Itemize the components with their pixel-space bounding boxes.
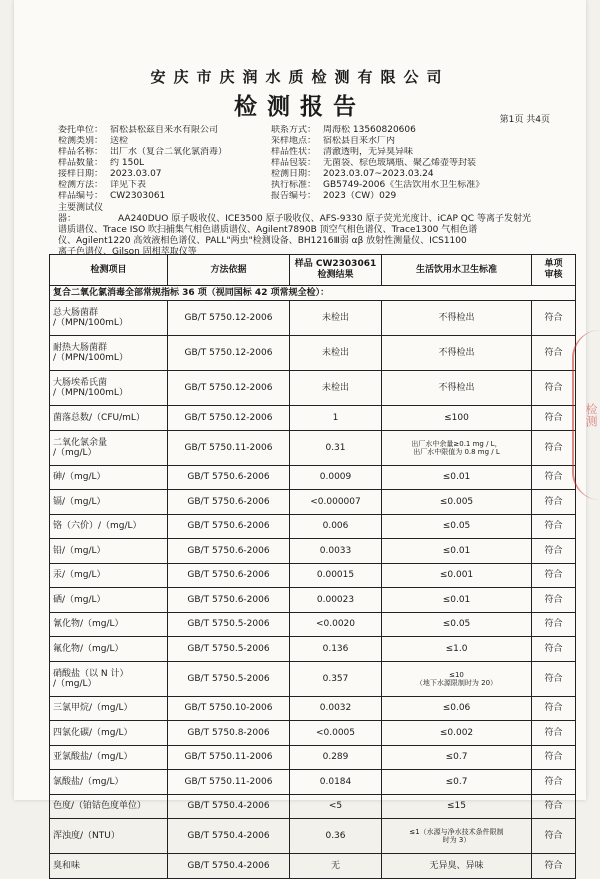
info-key: 采样地点： <box>271 136 317 146</box>
item-name: 四氯化碳/（mg/L） <box>53 727 133 738</box>
standard-cell: 无异臭、异味 <box>382 854 532 879</box>
standard-cell: 不得检出 <box>382 371 532 406</box>
item-cell <box>50 490 168 515</box>
info-key: 接样日期： <box>58 169 104 179</box>
info-left <box>58 169 271 180</box>
verdict-cell: 符合 <box>532 794 576 819</box>
item-cell <box>50 588 168 613</box>
result-cell: 无 <box>290 854 382 879</box>
result-cell: 0.136 <box>290 637 382 662</box>
verdict-cell: 符合 <box>532 563 576 588</box>
method-cell: GB/T 5750.11-2006 <box>168 770 290 795</box>
result-cell: 0.0009 <box>290 465 382 490</box>
standard-cell: ≤0.005 <box>382 490 532 515</box>
item-cell <box>50 637 168 662</box>
info-key: 检测类别： <box>58 136 104 146</box>
info-value: 2023.03.07~2023.03.24 <box>323 169 434 179</box>
result-cell: 未检出 <box>290 371 382 406</box>
item-name: 铬（六价）/（mg/L） <box>53 521 142 532</box>
table-row <box>50 770 576 795</box>
result-cell: <0.0005 <box>290 721 382 746</box>
standard-line: （地下水源限制时为 20） <box>415 678 498 687</box>
results-table-body <box>50 286 576 879</box>
method-cell: GB/T 5750.4-2006 <box>168 854 290 879</box>
method-cell: GB/T 5750.5-2006 <box>168 661 290 696</box>
item-name: 二氧化氯余量 <box>53 437 108 448</box>
result-cell: 0.289 <box>290 745 382 770</box>
method-cell: GB/T 5750.5-2006 <box>168 637 290 662</box>
item-cell <box>50 770 168 795</box>
info-key: 样品数量： <box>58 158 104 168</box>
header-result <box>290 255 382 286</box>
info-left <box>58 158 271 169</box>
header-method: 方法依据 <box>168 255 290 286</box>
info-right <box>271 158 568 169</box>
report-info-block <box>58 125 568 258</box>
standard-cell <box>382 430 532 465</box>
item-name: 色度/（铂钴色度单位） <box>53 801 147 812</box>
table-header-row <box>50 255 576 286</box>
section-row <box>50 286 576 301</box>
result-cell: 未检出 <box>290 336 382 371</box>
table-row <box>50 696 576 721</box>
item-unit: /（MPN/100mL） <box>53 353 128 363</box>
report-title: 检测报告 <box>234 93 366 120</box>
header-verdict-line2: 审核 <box>544 270 563 280</box>
table-row <box>50 745 576 770</box>
standard-cell: ≤0.7 <box>382 770 532 795</box>
info-value: GB5749-2006《生活饮用水卫生标准》 <box>323 180 485 190</box>
info-value: 详见下表 <box>110 180 147 190</box>
info-key: 检测方法： <box>58 180 104 190</box>
info-value: 宿松县松兹自来水有限公司 <box>110 125 219 135</box>
verdict-cell: 符合 <box>532 854 576 879</box>
item-name: 氯酸盐/（mg/L） <box>53 776 124 787</box>
info-row <box>58 169 568 180</box>
item-cell <box>50 430 168 465</box>
info-value: 送检 <box>110 136 129 146</box>
item-name: 硒/（mg/L） <box>53 594 106 605</box>
info-left <box>58 191 271 202</box>
method-cell: GB/T 5750.11-2006 <box>168 745 290 770</box>
table-row <box>50 371 576 406</box>
result-cell: 1 <box>290 406 382 431</box>
verdict-cell: 符合 <box>532 371 576 406</box>
info-row <box>58 158 568 169</box>
item-name: 总大肠菌群 <box>53 308 99 318</box>
result-cell: 未检出 <box>290 301 382 336</box>
item-cell <box>50 563 168 588</box>
table-row <box>50 430 576 465</box>
verdict-cell: 符合 <box>532 406 576 431</box>
item-cell <box>50 854 168 879</box>
table-row <box>50 612 576 637</box>
table-row <box>50 490 576 515</box>
item-cell <box>50 745 168 770</box>
standard-line: 出厂水中限值为 0.8 mg / L <box>413 447 500 456</box>
result-cell: 0.0184 <box>290 770 382 795</box>
verdict-cell: 符合 <box>532 612 576 637</box>
verdict-cell: 符合 <box>532 770 576 795</box>
stamp-text: 检测 <box>584 403 598 427</box>
verdict-cell: 符合 <box>532 721 576 746</box>
info-left <box>58 180 271 191</box>
info-rows <box>58 125 568 202</box>
equipment-line: AA240DUO 原子吸收仪、ICE3500 原子吸收仪、AFS-9330 原子荧光光度计、iCAP QC 等离子发射光 <box>118 214 531 224</box>
standard-cell: ≤1.0 <box>382 637 532 662</box>
info-key: 报告编号： <box>271 191 317 201</box>
info-value: 宿松县自来水厂内 <box>323 136 396 146</box>
verdict-cell: 符合 <box>532 819 576 854</box>
table-row <box>50 465 576 490</box>
standard-cell: ≤15 <box>382 794 532 819</box>
standard-cell: ≤0.7 <box>382 745 532 770</box>
item-name: 三氯甲烷/（mg/L） <box>53 703 133 714</box>
info-value: 出厂水（复合二氧化氯消毒） <box>110 147 228 157</box>
equipment-block <box>58 203 568 258</box>
result-cell: 0.0032 <box>290 696 382 721</box>
standard-line: ≤1（水源与净水技术条件限制 <box>409 828 504 836</box>
method-cell: GB/T 5750.4-2006 <box>168 794 290 819</box>
standard-line: ≤10 <box>449 670 464 679</box>
info-key: 样品编号： <box>58 191 104 201</box>
item-name: 氰化物/（mg/L） <box>53 619 124 630</box>
table-row <box>50 794 576 819</box>
standard-cell: ≤0.06 <box>382 696 532 721</box>
item-unit: /（MPN/100mL） <box>53 388 128 398</box>
method-cell: GB/T 5750.5-2006 <box>168 612 290 637</box>
info-key: 联系方式： <box>271 125 317 135</box>
verdict-cell: 符合 <box>532 336 576 371</box>
info-row <box>58 136 568 147</box>
info-left <box>58 136 271 147</box>
info-key: 样品性状： <box>271 147 317 157</box>
standard-cell: ≤0.002 <box>382 721 532 746</box>
page-number: 第1页 共4页 <box>499 115 550 125</box>
result-cell: <5 <box>290 794 382 819</box>
method-cell: GB/T 5750.12-2006 <box>168 371 290 406</box>
standard-cell: ≤100 <box>382 406 532 431</box>
equipment-line: 离子色谱仪、Gilson 固相萃取仪等 <box>58 247 197 257</box>
method-cell: GB/T 5750.4-2006 <box>168 819 290 854</box>
results-table <box>49 254 576 879</box>
standard-cell: ≤0.01 <box>382 539 532 564</box>
method-cell: GB/T 5750.6-2006 <box>168 563 290 588</box>
method-cell: GB/T 5750.8-2006 <box>168 721 290 746</box>
table-row <box>50 406 576 431</box>
table-row <box>50 661 576 696</box>
info-value: 2023.03.07 <box>110 169 162 179</box>
standard-cell: ≤0.01 <box>382 588 532 613</box>
table-row <box>50 588 576 613</box>
info-value: CW2303061 <box>110 191 166 201</box>
standard-line: 出厂水中余量≥0.1 mg / L， <box>411 439 502 448</box>
item-name: 铅/（mg/L） <box>53 545 106 556</box>
header-verdict <box>532 255 576 286</box>
standard-cell: ≤0.05 <box>382 514 532 539</box>
verdict-cell: 符合 <box>532 696 576 721</box>
info-value: 约 150L <box>110 158 145 168</box>
item-unit: /（mg/L） <box>53 447 97 458</box>
info-value: 无菌袋、棕色玻璃瓶、聚乙烯壶等封装 <box>323 158 477 168</box>
table-row <box>50 721 576 746</box>
info-right <box>271 191 568 202</box>
item-cell <box>50 661 168 696</box>
item-unit: /（MPN/100mL） <box>53 318 128 328</box>
result-cell: 0.0033 <box>290 539 382 564</box>
item-name: 臭和味 <box>53 860 81 871</box>
table-row <box>50 637 576 662</box>
item-unit: /（mg/L） <box>53 678 97 689</box>
standard-cell: 不得检出 <box>382 301 532 336</box>
method-cell: GB/T 5750.12-2006 <box>168 301 290 336</box>
standard-line: 时为 3） <box>442 836 471 844</box>
item-cell <box>50 539 168 564</box>
info-value: 周海松 13560820606 <box>323 125 416 135</box>
verdict-cell: 符合 <box>532 430 576 465</box>
table-row <box>50 514 576 539</box>
verdict-cell: 符合 <box>532 637 576 662</box>
method-cell: GB/T 5750.6-2006 <box>168 539 290 564</box>
equipment-label: 主要测试仪器： <box>58 203 104 224</box>
standard-cell: ≤0.01 <box>382 465 532 490</box>
standard-cell: 不得检出 <box>382 336 532 371</box>
item-name: 砷/（mg/L） <box>53 472 106 483</box>
equipment-line: 仪、Agilent1220 高效液相色谱仪、PALL"两虫"检测设备、BH1216Ⅲ弱 αβ 放射性测量仪、ICS1100 <box>58 236 467 246</box>
result-cell: 0.357 <box>290 661 382 696</box>
method-cell: GB/T 5750.6-2006 <box>168 465 290 490</box>
verdict-cell: 符合 <box>532 588 576 613</box>
item-cell <box>50 794 168 819</box>
header-item: 检测项目 <box>50 255 168 286</box>
result-cell: 0.00015 <box>290 563 382 588</box>
standard-cell: ≤0.001 <box>382 563 532 588</box>
info-key: 样品名称： <box>58 147 104 157</box>
method-cell: GB/T 5750.12-2006 <box>168 336 290 371</box>
verdict-cell: 符合 <box>532 745 576 770</box>
result-cell: 0.36 <box>290 819 382 854</box>
item-name: 汞/（mg/L） <box>53 570 106 581</box>
company-name: 安庆市庆润水质检测有限公司 <box>150 68 450 86</box>
item-name: 耐热大肠菌群 <box>53 343 108 353</box>
header-verdict-line1: 单项 <box>544 259 563 269</box>
section-title: 复合二氧化氯消毒全部常规指标 36 项（视同国标 42 项常规全检）： <box>50 286 576 301</box>
method-cell: GB/T 5750.6-2006 <box>168 514 290 539</box>
info-right <box>271 136 568 147</box>
info-row <box>58 125 568 136</box>
verdict-cell: 符合 <box>532 514 576 539</box>
item-name: 菌落总数/（CFU/mL） <box>53 412 145 423</box>
info-key: 检测日期： <box>271 169 317 179</box>
verdict-cell: 符合 <box>532 301 576 336</box>
info-right <box>271 169 568 180</box>
standard-cell <box>382 819 532 854</box>
red-seal-stamp <box>572 330 600 500</box>
method-cell: GB/T 5750.10-2006 <box>168 696 290 721</box>
item-cell <box>50 819 168 854</box>
item-name: 浑浊度/（NTU） <box>53 831 120 841</box>
header-result-line2: 检测结果 <box>317 270 354 280</box>
item-name: 亚氯酸盐/（mg/L） <box>53 752 133 763</box>
header-result-line1: 样品 CW2303061 <box>294 259 377 269</box>
info-left <box>58 147 271 158</box>
info-row <box>58 191 568 202</box>
info-right <box>271 180 568 191</box>
verdict-cell: 符合 <box>532 490 576 515</box>
info-value: 2023（CW）029 <box>323 191 397 201</box>
item-name: 硝酸盐（以 N 计） <box>53 668 129 679</box>
item-cell <box>50 612 168 637</box>
item-cell <box>50 336 168 371</box>
table-row <box>50 563 576 588</box>
item-cell <box>50 371 168 406</box>
table-row <box>50 336 576 371</box>
method-cell: GB/T 5750.6-2006 <box>168 490 290 515</box>
info-row <box>58 180 568 191</box>
table-row <box>50 854 576 879</box>
result-cell: <0.000007 <box>290 490 382 515</box>
table-row <box>50 819 576 854</box>
info-row <box>58 147 568 158</box>
item-name: 镉/（mg/L） <box>53 496 106 507</box>
item-cell <box>50 514 168 539</box>
info-right <box>271 147 568 158</box>
table-row <box>50 539 576 564</box>
info-key: 执行标准： <box>271 180 317 190</box>
info-value: 清澈透明，无异臭异味 <box>323 147 414 157</box>
info-key: 样品包装： <box>271 158 317 168</box>
info-left <box>58 125 271 136</box>
standard-cell <box>382 661 532 696</box>
info-right <box>271 125 568 136</box>
item-name: 大肠埃希氏菌 <box>53 378 108 388</box>
item-cell <box>50 721 168 746</box>
item-name: 氟化物/（mg/L） <box>53 643 124 654</box>
equipment-line: 谱质谱仪、Trace ISO 吹扫捕集气相色谱质谱仪、Agilent7890B 顶空气相色谱仪、Trace1300 气相色谱 <box>58 225 478 235</box>
header-standard: 生活饮用水卫生标准 <box>382 255 532 286</box>
result-cell: 0.31 <box>290 430 382 465</box>
item-cell <box>50 301 168 336</box>
info-key: 委托单位： <box>58 125 104 135</box>
result-cell: <0.0020 <box>290 612 382 637</box>
verdict-cell: 符合 <box>532 465 576 490</box>
result-cell: 0.00023 <box>290 588 382 613</box>
item-cell <box>50 696 168 721</box>
item-cell <box>50 465 168 490</box>
method-cell: GB/T 5750.12-2006 <box>168 406 290 431</box>
result-cell: 0.006 <box>290 514 382 539</box>
standard-cell: ≤0.05 <box>382 612 532 637</box>
verdict-cell: 符合 <box>532 661 576 696</box>
method-cell: GB/T 5750.6-2006 <box>168 588 290 613</box>
item-cell <box>50 406 168 431</box>
verdict-cell: 符合 <box>532 539 576 564</box>
table-row <box>50 301 576 336</box>
method-cell: GB/T 5750.11-2006 <box>168 430 290 465</box>
